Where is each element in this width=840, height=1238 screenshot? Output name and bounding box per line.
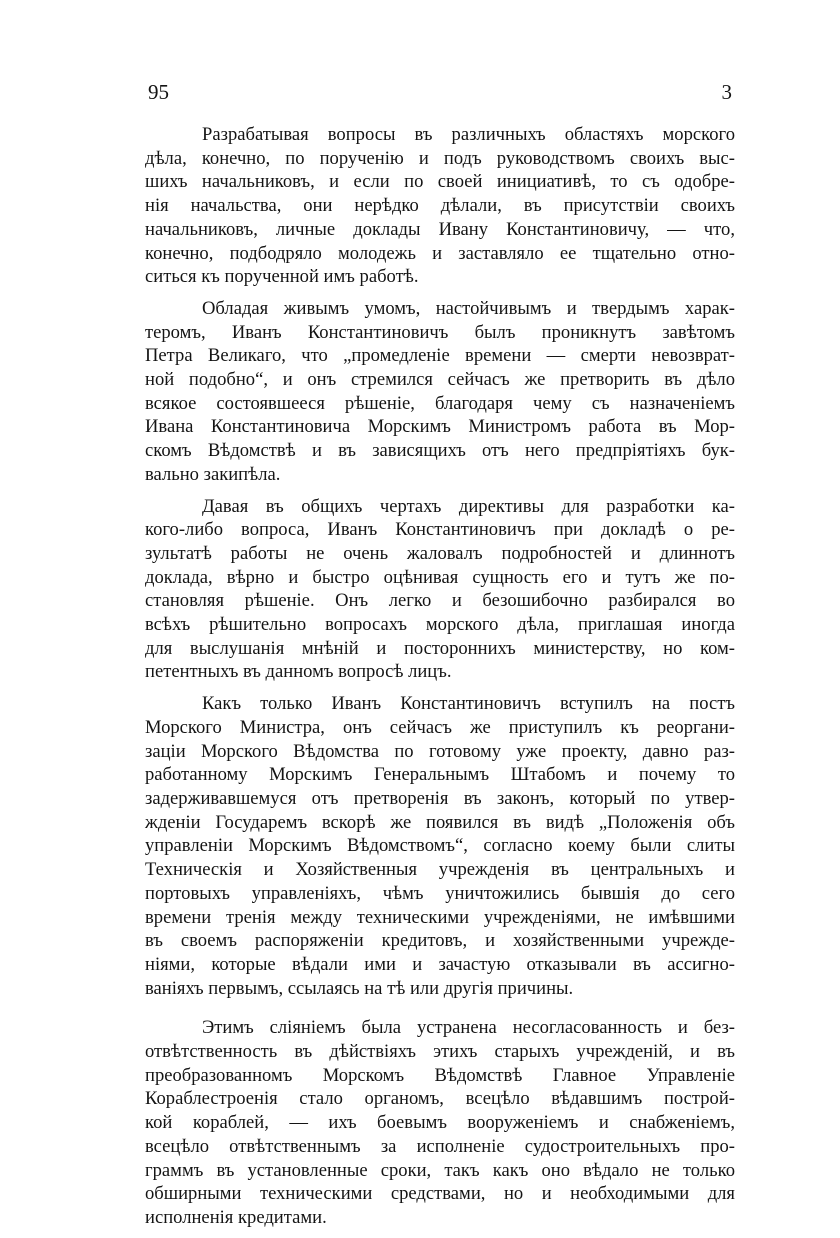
text-line: преобразованномъ Морскомъ Вѣдомствѣ Главное Управленіе bbox=[145, 1064, 735, 1086]
text-line: исполненія кредитами. bbox=[145, 1206, 327, 1228]
text-line: дѣла, конечно, по порученію и подъ руководствомъ своихъ выс- bbox=[145, 147, 735, 169]
paragraph-3 bbox=[145, 495, 735, 685]
page-number-right: 3 bbox=[721, 80, 732, 104]
text-line: Обладая живымъ умомъ, настойчивымъ и твердымъ харак- bbox=[202, 297, 735, 319]
text-line: граммъ въ установленные сроки, такъ какъ оно вѣдало не только bbox=[145, 1159, 735, 1181]
text-line: отвѣтственность въ дѣйствіяхъ этихъ старыхъ учрежденій, и въ bbox=[145, 1041, 735, 1063]
text-line: всякое состоявшееся рѣшеніе, благодаря чему съ назначеніемъ bbox=[145, 392, 735, 414]
text-line: въ своемъ распоряженіи кредитовъ, и хозяйственными учрежде- bbox=[145, 930, 735, 952]
text-line: начальниковъ, личные доклады Ивану Константиновичу, — что, bbox=[145, 218, 735, 240]
text-line: конечно, подбодряло молодежь и заставляло ее тщательно отно- bbox=[145, 242, 735, 264]
text-line: Ивана Константиновича Морскимъ Министромъ работа въ Мор- bbox=[145, 416, 735, 438]
text-line: Какъ только Иванъ Константиновичъ вступилъ на постъ bbox=[202, 693, 735, 715]
page-number-left: 95 bbox=[148, 80, 169, 104]
body-text bbox=[145, 123, 735, 1238]
text-line: ваніяхъ первымъ, ссылаясь на тѣ или другія причины. bbox=[145, 977, 574, 999]
text-line: всецѣло отвѣтственнымъ за исполненіе судостроительныхъ про- bbox=[145, 1135, 735, 1157]
text-line: теромъ, Иванъ Константиновичъ былъ проникнутъ завѣтомъ bbox=[145, 321, 735, 343]
text-line: всѣхъ рѣшительно вопросахъ морского дѣла, приглашая иногда bbox=[145, 614, 735, 636]
paragraph-4 bbox=[145, 692, 735, 1000]
text-line: работанному Морскимъ Генеральнымъ Штабомъ и почему то bbox=[145, 764, 735, 786]
text-line: нія начальства, они нерѣдко дѣлали, въ присутствіи своихъ bbox=[145, 195, 735, 217]
text-line: жденіи Государемъ вскорѣ же появился въ видѣ „Положенія объ bbox=[145, 811, 735, 833]
text-line: кой кораблей, — ихъ боевымъ вооруженіемъ и снабженіемъ, bbox=[145, 1112, 735, 1134]
paragraph-5 bbox=[145, 1016, 735, 1229]
text-line: времени тренія между техническими учрежденіями, не имѣвшими bbox=[145, 906, 735, 928]
text-line: портовыхъ управленіяхъ, чѣмъ уничтожились бывшія до сего bbox=[145, 882, 735, 904]
paragraph-1 bbox=[145, 123, 735, 289]
text-line: обширными техническими средствами, но и необходимыми для bbox=[145, 1183, 735, 1205]
text-line: доклада, вѣрно и быстро оцѣнивая сущность его и тутъ же по- bbox=[145, 566, 735, 588]
text-line: заціи Морского Вѣдомства по готовому уже проекту, давно раз- bbox=[145, 740, 735, 762]
text-line: становляя рѣшеніе. Онъ легко и безошибочно разбирался во bbox=[145, 590, 735, 612]
text-line: для выслушанія мнѣній и постороннихъ министерству, но ком- bbox=[145, 637, 735, 659]
text-line: управленіи Морскимъ Вѣдомствомъ“, согласно коему были слиты bbox=[145, 835, 735, 857]
text-line: вально закипѣла. bbox=[145, 463, 281, 485]
text-line: Техническія и Хозяйственныя учрежденія въ центральныхъ и bbox=[145, 859, 735, 881]
text-line: петентныхъ въ данномъ вопросѣ лицъ. bbox=[145, 661, 452, 683]
text-line: скомъ Вѣдомствѣ и въ зависящихъ отъ него предпріятіяхъ бук- bbox=[145, 440, 735, 462]
text-line: ніями, которые вѣдали ими и зачастую отказывали въ ассигно- bbox=[145, 953, 735, 975]
text-line: ситься къ порученной имъ работѣ. bbox=[145, 266, 419, 288]
text-line: задерживавшемуся отъ претворенія въ законъ, который по утвер- bbox=[145, 787, 735, 809]
text-line: шихъ начальниковъ, и если по своей инициативѣ, то съ одобре- bbox=[145, 171, 735, 193]
text-line: Давая въ общихъ чертахъ директивы для разработки ка- bbox=[202, 495, 735, 517]
text-line: кого-либо вопроса, Иванъ Константиновичъ при докладѣ о ре- bbox=[145, 519, 735, 541]
text-line: Морского Министра, онъ сейчасъ же приступилъ къ реоргани- bbox=[145, 716, 735, 738]
text-line: ной подобно“, и онъ стремился сейчасъ же претворить въ дѣло bbox=[145, 369, 735, 391]
text-line: Кораблестроенія стало органомъ, всецѣло вѣдавшимъ построй- bbox=[145, 1088, 735, 1110]
text-line: Петра Великаго, что „промедленіе времени — смерти невозврат- bbox=[145, 345, 735, 367]
paragraph-2 bbox=[145, 297, 735, 487]
text-line: зультатѣ работы не очень жаловалъ подробностей и длиннотъ bbox=[145, 542, 735, 564]
text-line: Этимъ сліяніемъ была устранена несогласованность и без- bbox=[202, 1017, 735, 1039]
text-line: Разрабатывая вопросы въ различныхъ областяхъ морского bbox=[202, 124, 735, 145]
